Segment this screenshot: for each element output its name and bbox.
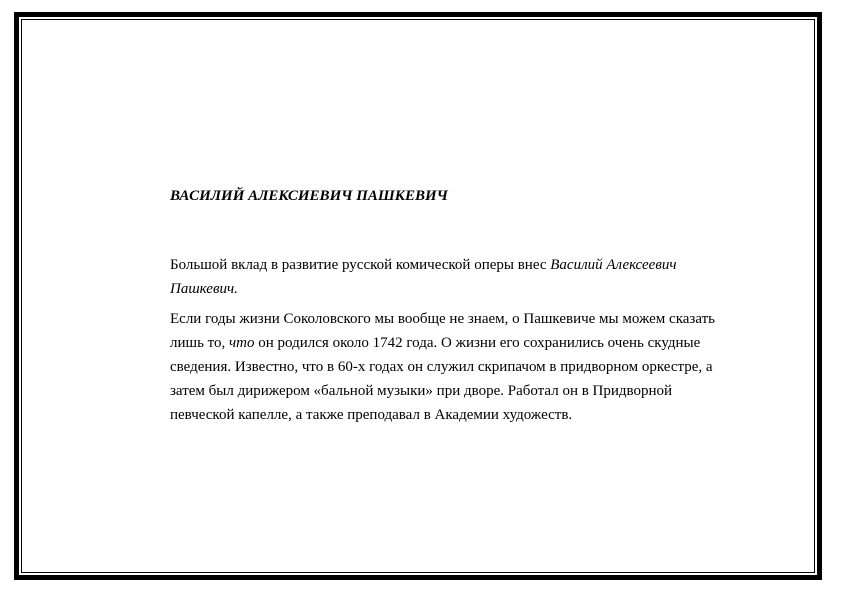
paragraph-intro — [170, 253, 730, 301]
document-body — [170, 185, 730, 427]
paragraph-biography — [170, 307, 730, 427]
paragraph-intro-text: Большой вклад в развитие русской комической оперы внес — [170, 257, 551, 273]
paragraph-biography-part1: Если годы жизни Соколовского мы вообще не знаем, о Пашкевиче мы можем сказать лишь то, — [170, 311, 716, 351]
composer-name: Василий Алексеевич Пашкевич. — [170, 257, 677, 297]
paragraph-biography-part2: он родился около 1742 года. О жизни его сохранились очень скудные сведения. Известно, что в 60-х годах он служил скрипачом в придворном оркестре, а затем был дирижером «бальной музыки» при дворе. Работал он в Придворной певческой капелле, а также преподавал в Академии художеств. — [170, 335, 713, 423]
document-title: ВАСИЛИЙ АЛЕКСИЕВИЧ ПАШКЕВИЧ — [170, 188, 448, 204]
emphasis-word: что — [229, 335, 255, 351]
